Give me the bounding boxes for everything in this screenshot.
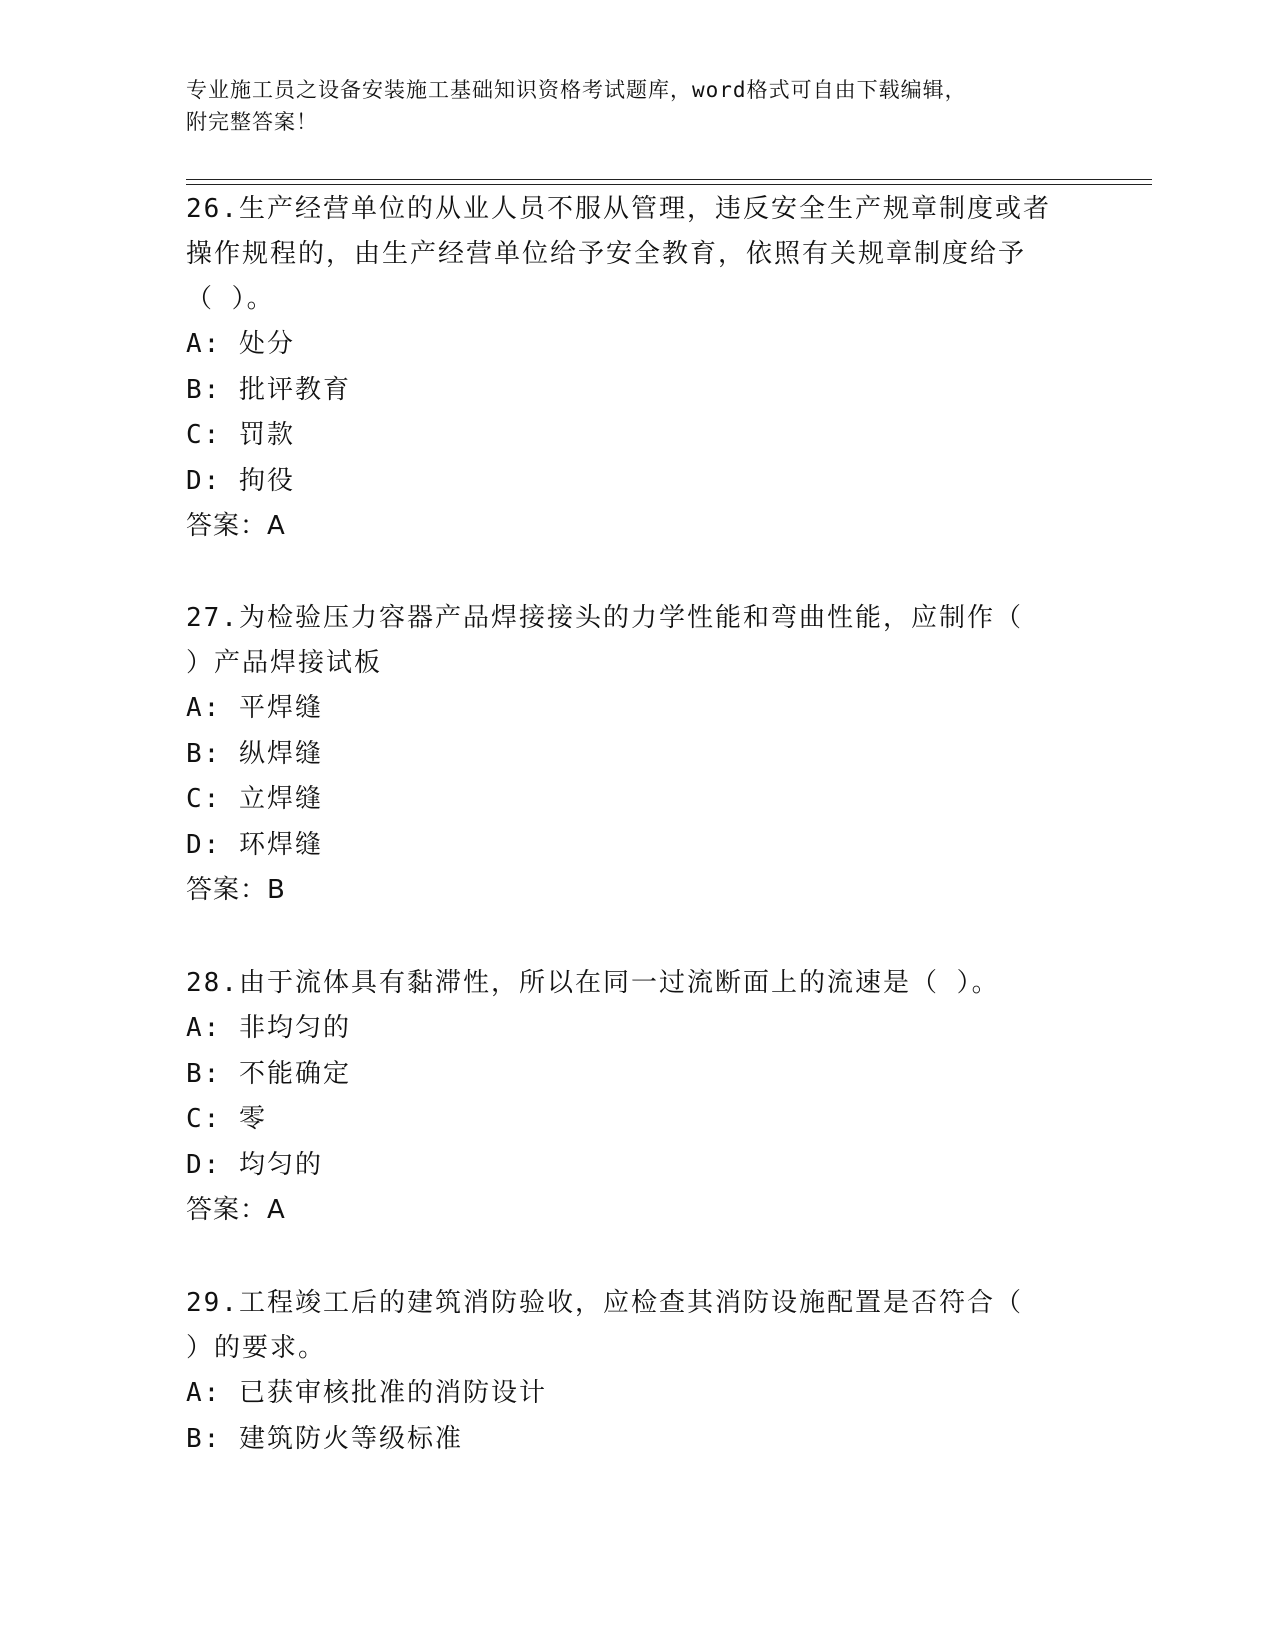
option-b: B: 纵焊缝 [186,738,323,769]
header-divider-bottom [186,184,1152,185]
question-stem-line: ）产品焊接试板 [186,648,383,678]
question-28 [186,961,1086,1233]
question-27 [186,596,1086,913]
option-b: B: 批评教育 [186,374,351,405]
option-b: B: 不能确定 [186,1058,351,1089]
answer-line: 答案：B [186,875,286,905]
question-stem-line: （ ）。 [186,284,275,314]
header-line-1: 专业施工员之设备安装施工基础知识资格考试题库，word格式可自由下载编辑， [186,78,967,102]
question-26 [186,187,1086,549]
option-d: D: 环焊缝 [186,829,323,860]
option-c: C: 立焊缝 [186,784,323,814]
question-stem-line: 27.为检验压力容器产品焊接接头的力学性能和弯曲性能，应制作（ [186,603,1023,633]
question-stem-line: 29.工程竣工后的建筑消防验收，应检查其消防设施配置是否符合（ [186,1288,1023,1318]
question-stem-line: 26.生产经营单位的从业人员不服从管理，违反安全生产规章制度或者 [186,194,1051,224]
header-line-2: 附完整答案！ [186,110,318,134]
option-c: C: 零 [186,1104,267,1134]
option-a: A: 处分 [186,329,295,359]
question-29 [186,1281,1086,1462]
option-d: D: 均匀的 [186,1149,323,1180]
option-b: B: 建筑防火等级标准 [186,1423,463,1454]
header-divider-top [186,179,1152,180]
answer-line: 答案：A [186,511,286,541]
option-d: D: 拘役 [186,465,295,496]
option-a: A: 平焊缝 [186,693,323,723]
question-stem-line: 操作规程的，由生产经营单位给予安全教育，依照有关规章制度给予 [186,239,1027,269]
question-stem-line: 28.由于流体具有黏滞性，所以在同一过流断面上的流速是（ ）。 [186,968,1000,998]
option-c: C: 罚款 [186,420,295,450]
option-a: A: 已获审核批准的消防设计 [186,1378,547,1408]
option-a: A: 非均匀的 [186,1013,351,1043]
answer-line: 答案：A [186,1195,286,1225]
document-header [186,74,1086,138]
question-stem-line: ）的要求。 [186,1333,327,1363]
